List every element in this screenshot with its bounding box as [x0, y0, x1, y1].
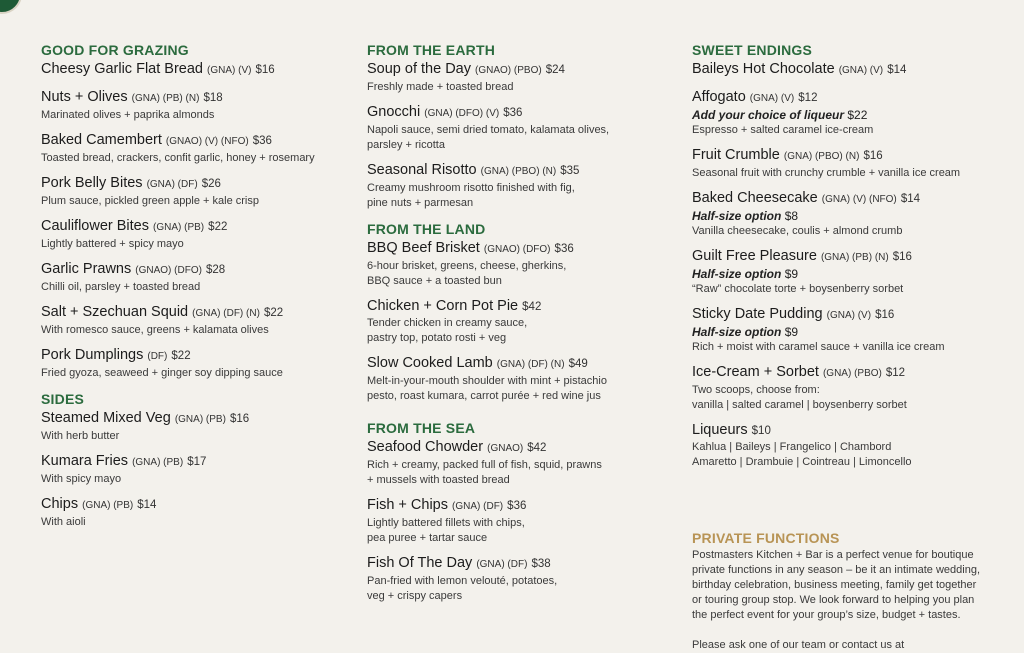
menu-item-price: $12 [885, 367, 906, 379]
section-title: FROM THE LAND [367, 221, 486, 237]
menu-section [41, 40, 341, 381]
menu-item-name: Baked Camembert [41, 132, 162, 148]
menu-item-name: Slow Cooked Lamb [367, 355, 493, 371]
menu-item-description: Rich + creamy, packed full of fish, squid, prawns [367, 459, 602, 471]
dietary-tags: (GNA) (PB) [174, 414, 226, 425]
menu-item [41, 217, 341, 252]
menu-item-price: $42 [527, 442, 547, 454]
menu-item-name: Guilt Free Pleasure [692, 248, 817, 264]
option-price: $8 [784, 209, 799, 223]
menu-item-name: BBQ Beef Brisket [367, 240, 480, 256]
dietary-tags: (GNA) (DF) [452, 501, 504, 512]
menu-item-price: $49 [568, 358, 588, 370]
menu-section [692, 528, 1012, 653]
menu-item-header [41, 346, 341, 366]
menu-item [367, 354, 667, 404]
menu-item-description: Melt-in-your-mouth shoulder with mint + pistachio [367, 375, 607, 387]
menu-item-price: $14 [900, 193, 920, 205]
menu-item-description: With spicy mayo [41, 473, 122, 485]
menu-item-description: Two scoops, choose from: [692, 384, 820, 396]
menu-item-name: Cauliflower Bites [41, 218, 149, 234]
menu-item-name: Fish + Chips [367, 497, 448, 513]
dietary-tags: (GNAO) (PBO) [475, 65, 542, 76]
menu-item-header [367, 239, 667, 259]
menu-item-description: 6-hour brisket, greens, cheese, gherkins, [367, 260, 567, 272]
menu-item-description: Espresso + salted caramel ice-cream [692, 124, 874, 136]
menu-item-price: $22 [208, 221, 228, 233]
functions-text-line: Please ask one of our team or contact us at [692, 639, 905, 651]
dietary-tags: (GNA) (PB) [82, 500, 134, 511]
menu-item-name: Affogato [692, 89, 746, 105]
menu-item-price: $16 [229, 413, 250, 425]
menu-item-header [367, 60, 667, 80]
menu-item-header [367, 554, 667, 574]
option-price: $22 [847, 108, 868, 122]
dietary-tags: (GNAO) (DFO) [483, 244, 551, 255]
dietary-tags: (GNAO) (DFO) [135, 265, 202, 276]
menu-item-name: Pork Dumplings [41, 347, 144, 363]
dietary-tags: (DF) [147, 351, 168, 362]
menu-item-name: Baileys Hot Chocolate [692, 61, 835, 77]
dietary-tags: (GNA) (PB) (N) [820, 252, 889, 263]
menu-section [41, 389, 341, 530]
menu-item [367, 496, 667, 546]
menu-item-header [692, 189, 1012, 209]
menu-item-price: $10 [751, 425, 771, 437]
menu-item [41, 174, 341, 209]
menu-item-name: Gnocchi [367, 104, 421, 120]
menu-section [692, 40, 1012, 470]
menu-item [692, 60, 1012, 80]
menu-item-price: $16 [863, 150, 883, 162]
menu-item-name: Ice-Cream + Sorbet [692, 364, 819, 380]
menu-item-price: $22 [171, 350, 191, 362]
section-title: SWEET ENDINGS [692, 42, 813, 58]
menu-item-name: Seasonal Risotto [367, 162, 477, 178]
menu-item-header [367, 103, 667, 123]
dietary-tags: (GNA) (DF) [146, 179, 198, 190]
menu-column-3 [692, 40, 1012, 653]
dietary-tags: (GNAO) [487, 443, 524, 454]
option-label: Half-size option [692, 209, 782, 223]
menu-item-description: + mussels with toasted bread [367, 474, 510, 486]
option-label: Half-size option [692, 325, 782, 339]
menu-item [41, 88, 341, 123]
menu-item-price: $26 [201, 178, 221, 190]
functions-text-line: Postmasters Kitchen + Bar is a perfect venue for boutique [692, 549, 974, 561]
menu-item [692, 88, 1012, 138]
menu-item-header [41, 60, 341, 80]
menu-item [41, 495, 341, 530]
menu-item-price: $24 [545, 64, 565, 76]
menu-item-description: “Raw” chocolate torte + boysenberry sorbet [692, 283, 904, 295]
menu-item [692, 363, 1012, 413]
menu-item-name: Nuts + Olives [41, 89, 128, 105]
functions-text-line: or touring group stop. We look forward to helping you plan [692, 594, 975, 606]
menu-item-description: Freshly made + toasted bread [367, 81, 514, 93]
menu-item [367, 438, 667, 488]
menu-item-header [41, 174, 341, 194]
menu-item-option [692, 108, 1012, 123]
dietary-tags: (GNA) (V) [838, 65, 884, 76]
menu-item-header [367, 297, 667, 316]
section-title: FROM THE EARTH [367, 42, 496, 58]
option-price: $9 [784, 325, 799, 339]
menu-item-description: vanilla | salted caramel | boysenberry sorbet [692, 399, 907, 411]
menu-item-price: $14 [887, 64, 907, 76]
functions-text-line: birthday celebration, business meeting, family get together [692, 579, 977, 591]
menu-item-description: Lightly battered + spicy mayo [41, 238, 184, 250]
dietary-tags: (GNAO) (V) (NFO) [165, 136, 249, 147]
menu-item-name: Baked Cheesecake [692, 190, 818, 206]
menu-item-description: Tender chicken in creamy sauce, [367, 317, 528, 329]
menu-item-price: $16 [875, 309, 895, 321]
dietary-tags: (GNA) (PB) [153, 222, 205, 233]
dietary-tags: (GNA) (PB) [132, 457, 184, 468]
dietary-tags: (GNA) (PB) (N) [131, 93, 200, 104]
menu-item-description: Chilli oil, parsley + toasted bread [41, 281, 201, 293]
menu-item-description: Amaretto | Drambuie | Cointreau | Limoncello [692, 456, 912, 468]
menu-item-description: Kahlua | Baileys | Frangelico | Chambord [692, 441, 892, 453]
menu-item-description: Plum sauce, pickled green apple + kale crisp [41, 195, 259, 207]
menu-item-header [692, 146, 1012, 166]
menu-item-name: Steamed Mixed Veg [41, 410, 171, 426]
menu-item-description: pea puree + tartar sauce [367, 532, 488, 544]
functions-text-line: private functions in any season – be it an intimate wedding, [692, 564, 981, 576]
menu-item-name: Cheesy Garlic Flat Bread [41, 61, 203, 77]
dietary-tags: (GNA) (DFO) (V) [424, 108, 500, 119]
dietary-tags: (GNA) (V) [826, 310, 872, 321]
menu-item-name: Soup of the Day [367, 61, 471, 77]
menu-item-name: Salt + Szechuan Squid [41, 304, 189, 320]
menu-item-description: Marinated olives + paprika almonds [41, 109, 215, 121]
menu-item [41, 260, 341, 295]
section-title: GOOD FOR GRAZING [41, 42, 189, 58]
menu-item-name: Pork Belly Bites [41, 175, 143, 191]
menu-item-name: Kumara Fries [41, 453, 129, 469]
menu-item-name: Fish Of The Day [367, 555, 473, 571]
menu-item-description: Seasonal fruit with crunchy crumble + vanilla ice cream [692, 167, 961, 179]
menu-item-price: $16 [892, 251, 912, 263]
menu-item-description: Creamy mushroom risotto finished with fig, [367, 182, 575, 194]
section-title: PRIVATE FUNCTIONS [692, 530, 840, 546]
menu-item-header [41, 409, 341, 429]
menu-item-name: Chips [41, 496, 79, 512]
menu-item-description: Fried gyoza, seaweed + ginger soy dipping sauce [41, 367, 283, 379]
menu-item-price: $22 [263, 307, 284, 319]
menu-item-option [692, 267, 1012, 282]
section-title: SIDES [41, 391, 85, 407]
menu-item-description: BBQ sauce + a toasted bun [367, 275, 502, 287]
menu-section [367, 219, 667, 404]
menu-item [367, 297, 667, 346]
dietary-tags: (GNA) (PBO) [822, 368, 882, 379]
menu-item-price: $35 [560, 165, 580, 177]
menu-item [692, 421, 1012, 470]
menu-item [692, 189, 1012, 239]
menu-item-header [41, 495, 341, 515]
menu-item [41, 60, 341, 80]
menu-item-header [41, 303, 341, 323]
menu-item-header [367, 354, 667, 374]
dietary-tags: (GNA) (V) [749, 93, 795, 104]
dietary-tags: (GNA) (PBO) (N) [480, 166, 557, 177]
functions-text-line: the perfect event for your group’s size, budget + tastes. [692, 609, 961, 621]
menu-item-price: $36 [554, 243, 574, 255]
menu-item-name: Garlic Prawns [41, 261, 132, 277]
menu-section [367, 418, 667, 604]
dietary-tags: (GNA) (PBO) (N) [783, 151, 860, 162]
menu-item [41, 346, 341, 381]
menu-item-description: Rich + moist with caramel sauce + vanilla ice cream [692, 341, 945, 353]
menu-item-header [41, 217, 341, 237]
menu-item-price: $28 [205, 264, 226, 276]
functions-description [692, 548, 1012, 653]
menu-item-price: $36 [252, 135, 272, 147]
menu-item-price: $36 [507, 500, 527, 512]
menu-item-name: Fruit Crumble [692, 147, 780, 163]
menu-item-price: $38 [531, 558, 551, 570]
menu-item-header [692, 88, 1012, 108]
option-label: Add your choice of liqueur [692, 108, 845, 122]
menu-item-header [692, 60, 1012, 80]
menu-item-header [692, 421, 1012, 440]
dietary-tags: (GNA) (V) (NFO) [821, 194, 897, 205]
menu-item-description: veg + crispy capers [367, 590, 463, 602]
menu-item-price: $12 [798, 92, 818, 104]
dietary-tags: (GNA) (DF) [476, 559, 528, 570]
option-label: Half-size option [692, 267, 782, 281]
menu-item-header [692, 247, 1012, 267]
menu-item-name: Seafood Chowder [367, 439, 484, 455]
menu-item-description: Lightly battered fillets with chips, [367, 517, 525, 529]
menu-item-option [692, 325, 1012, 340]
menu-item-description: With herb butter [41, 430, 120, 442]
menu-item-description: Toasted bread, crackers, confit garlic, honey + rosemary [41, 152, 315, 164]
menu-item-description: With aioli [41, 516, 86, 528]
menu-item-header [367, 161, 667, 181]
menu-item [367, 103, 667, 153]
menu-item-name: Liqueurs [692, 422, 748, 438]
menu-item-price: $17 [187, 456, 207, 468]
menu-item [41, 452, 341, 487]
menu-item-description: parsley + ricotta [367, 139, 445, 151]
dietary-tags: (GNA) (DF) (N) [496, 359, 565, 370]
menu-item-description: pine nuts + parmesan [367, 197, 474, 209]
menu-section [367, 40, 667, 211]
menu-item-name: Chicken + Corn Pot Pie [367, 298, 519, 314]
menu-item [41, 409, 341, 444]
dietary-tags: (GNA) (V) [207, 65, 252, 76]
menu-item-header [692, 305, 1012, 325]
menu-item [367, 161, 667, 211]
menu-item-description: Pan-fried with lemon velouté, potatoes, [367, 575, 558, 587]
menu-item-header [41, 260, 341, 280]
menu-item [692, 305, 1012, 355]
section-title: FROM THE SEA [367, 420, 476, 436]
menu-item-price: $14 [137, 499, 157, 511]
menu-item-option [692, 209, 1012, 224]
dietary-tags: (GNA) (DF) (N) [192, 308, 260, 319]
menu-item-header [367, 438, 667, 458]
menu-item-description: With romesco sauce, greens + kalamata olives [41, 324, 269, 336]
menu-item-description: Vanilla cheesecake, coulis + almond crumb [692, 225, 903, 237]
menu-item [692, 247, 1012, 297]
menu-column-2 [367, 40, 667, 612]
menu-item [41, 131, 341, 166]
menu-item [692, 146, 1012, 181]
menu-item-price: $42 [522, 301, 542, 313]
menu-item [367, 239, 667, 289]
menu-item-header [692, 363, 1012, 383]
menu-column-1 [41, 40, 341, 538]
functions-text-line [692, 623, 1012, 638]
menu-item-header [41, 88, 341, 108]
menu-item-name: Sticky Date Pudding [692, 306, 823, 322]
menu-item-header [367, 496, 667, 516]
menu-item [41, 303, 341, 338]
menu-item-description: pesto, roast kumara, carrot purée + red wine jus [367, 390, 601, 402]
menu-item-price: $36 [503, 107, 523, 119]
menu-item-header [41, 452, 341, 472]
menu-item-price: $18 [203, 92, 223, 104]
menu-item-description: Napoli sauce, semi dried tomato, kalamata olives, [367, 124, 610, 136]
menu-item [367, 60, 667, 95]
menu-item-description: pastry top, potato rosti + veg [367, 332, 507, 344]
menu-item-header [41, 131, 341, 151]
restaurant-logo [0, 0, 22, 14]
option-price: $9 [784, 267, 799, 281]
menu-item-price: $16 [255, 64, 275, 76]
